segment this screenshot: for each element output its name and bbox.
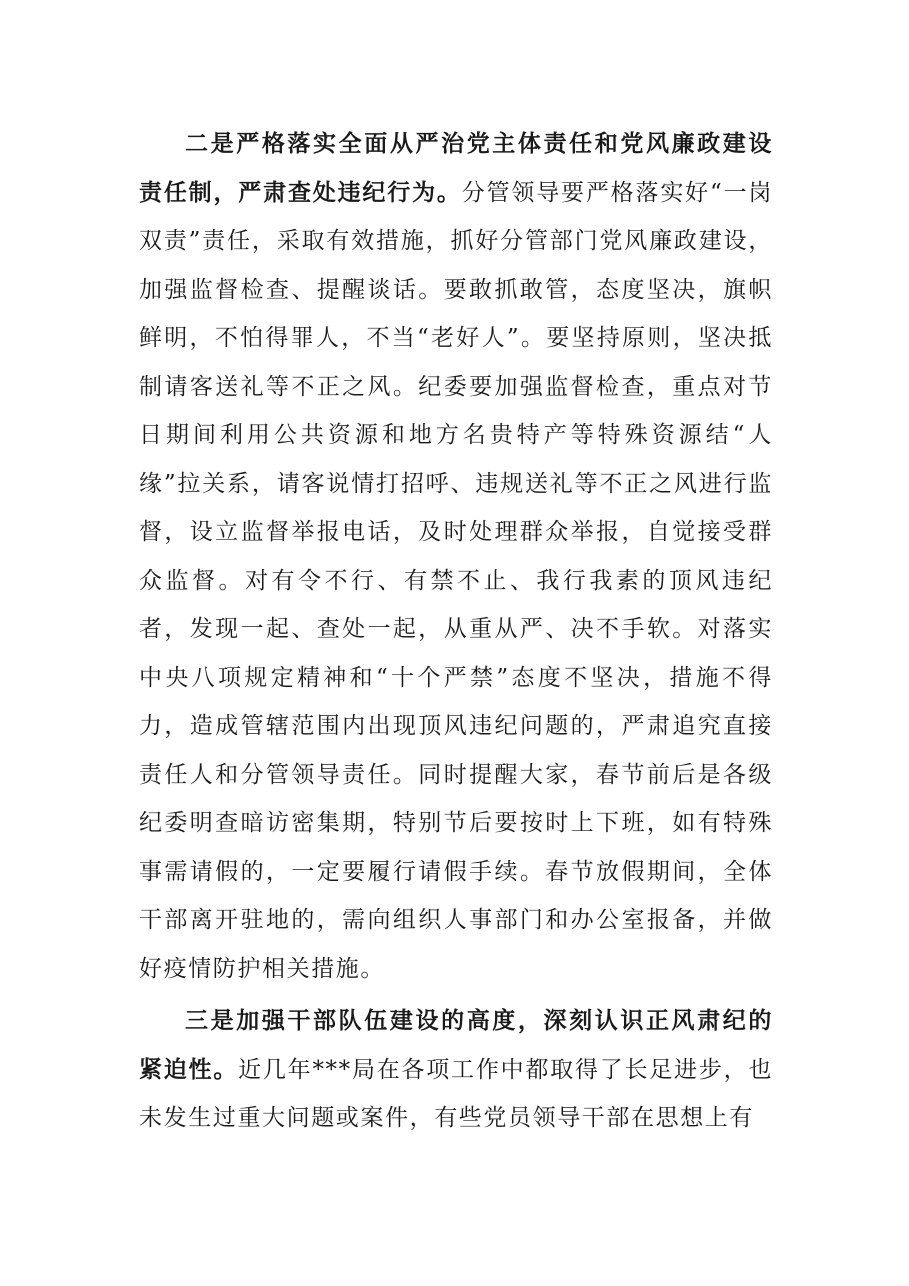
paragraph-3 — [139, 997, 773, 1143]
paragraph-2 — [139, 120, 773, 993]
paragraph-2-heading: 二是严格落实全面从严治党主体责任和党风廉政建设责任制，严肃查处违纪行为。 — [139, 131, 773, 206]
paragraph-3-text: 近几年***局在各项工作中都取得了长足进步，也未发生过重大问题或案件，有些党员领导干部在思想上有 — [139, 1056, 773, 1131]
paragraph-3-heading: 三是加强干部队伍建设的高度，深刻认识正风肃纪的紧迫性。 — [139, 1008, 773, 1083]
document-body — [139, 120, 773, 1147]
paragraph-2-text: 分管领导要严格落实好“一岗双责”责任，采取有效措施，抓好分管部门党风廉政建设，加强监督检查、提醒谈话。要敢抓敢管，态度坚决，旗帜鲜明，不怕得罪人，不当“老好人”。要坚持原则，坚决抵制请客送礼等不正之风。纪委要加强监督检查，重点对节日期间利用公共资源和地方名贵特产等特殊资源结“人缘”拉关系，请客说情打招呼、违规送礼等不正之风进行监督，设立监督举报电话，及时处理群众举报，自觉接受群众监督。对有令不行、有禁不止、我行我素的顶风违纪者，发现一起、查处一起，从重从严、决不手软。对落实中央八项规定精神和“十个严禁”态度不坚决，措施不得力，造成管辖范围内出现顶风违纪问题的，严肃追究直接责任人和分管领导责任。同时提醒大家，春节前后是各级纪委明查暗访密集期，特别节后要按时上下班，如有特殊事需请假的，一定要履行请假手续。春节放假期间，全体干部离开驻地的，需向组织人事部门和办公室报备，并做好疫情防护相关措施。 — [139, 179, 773, 982]
